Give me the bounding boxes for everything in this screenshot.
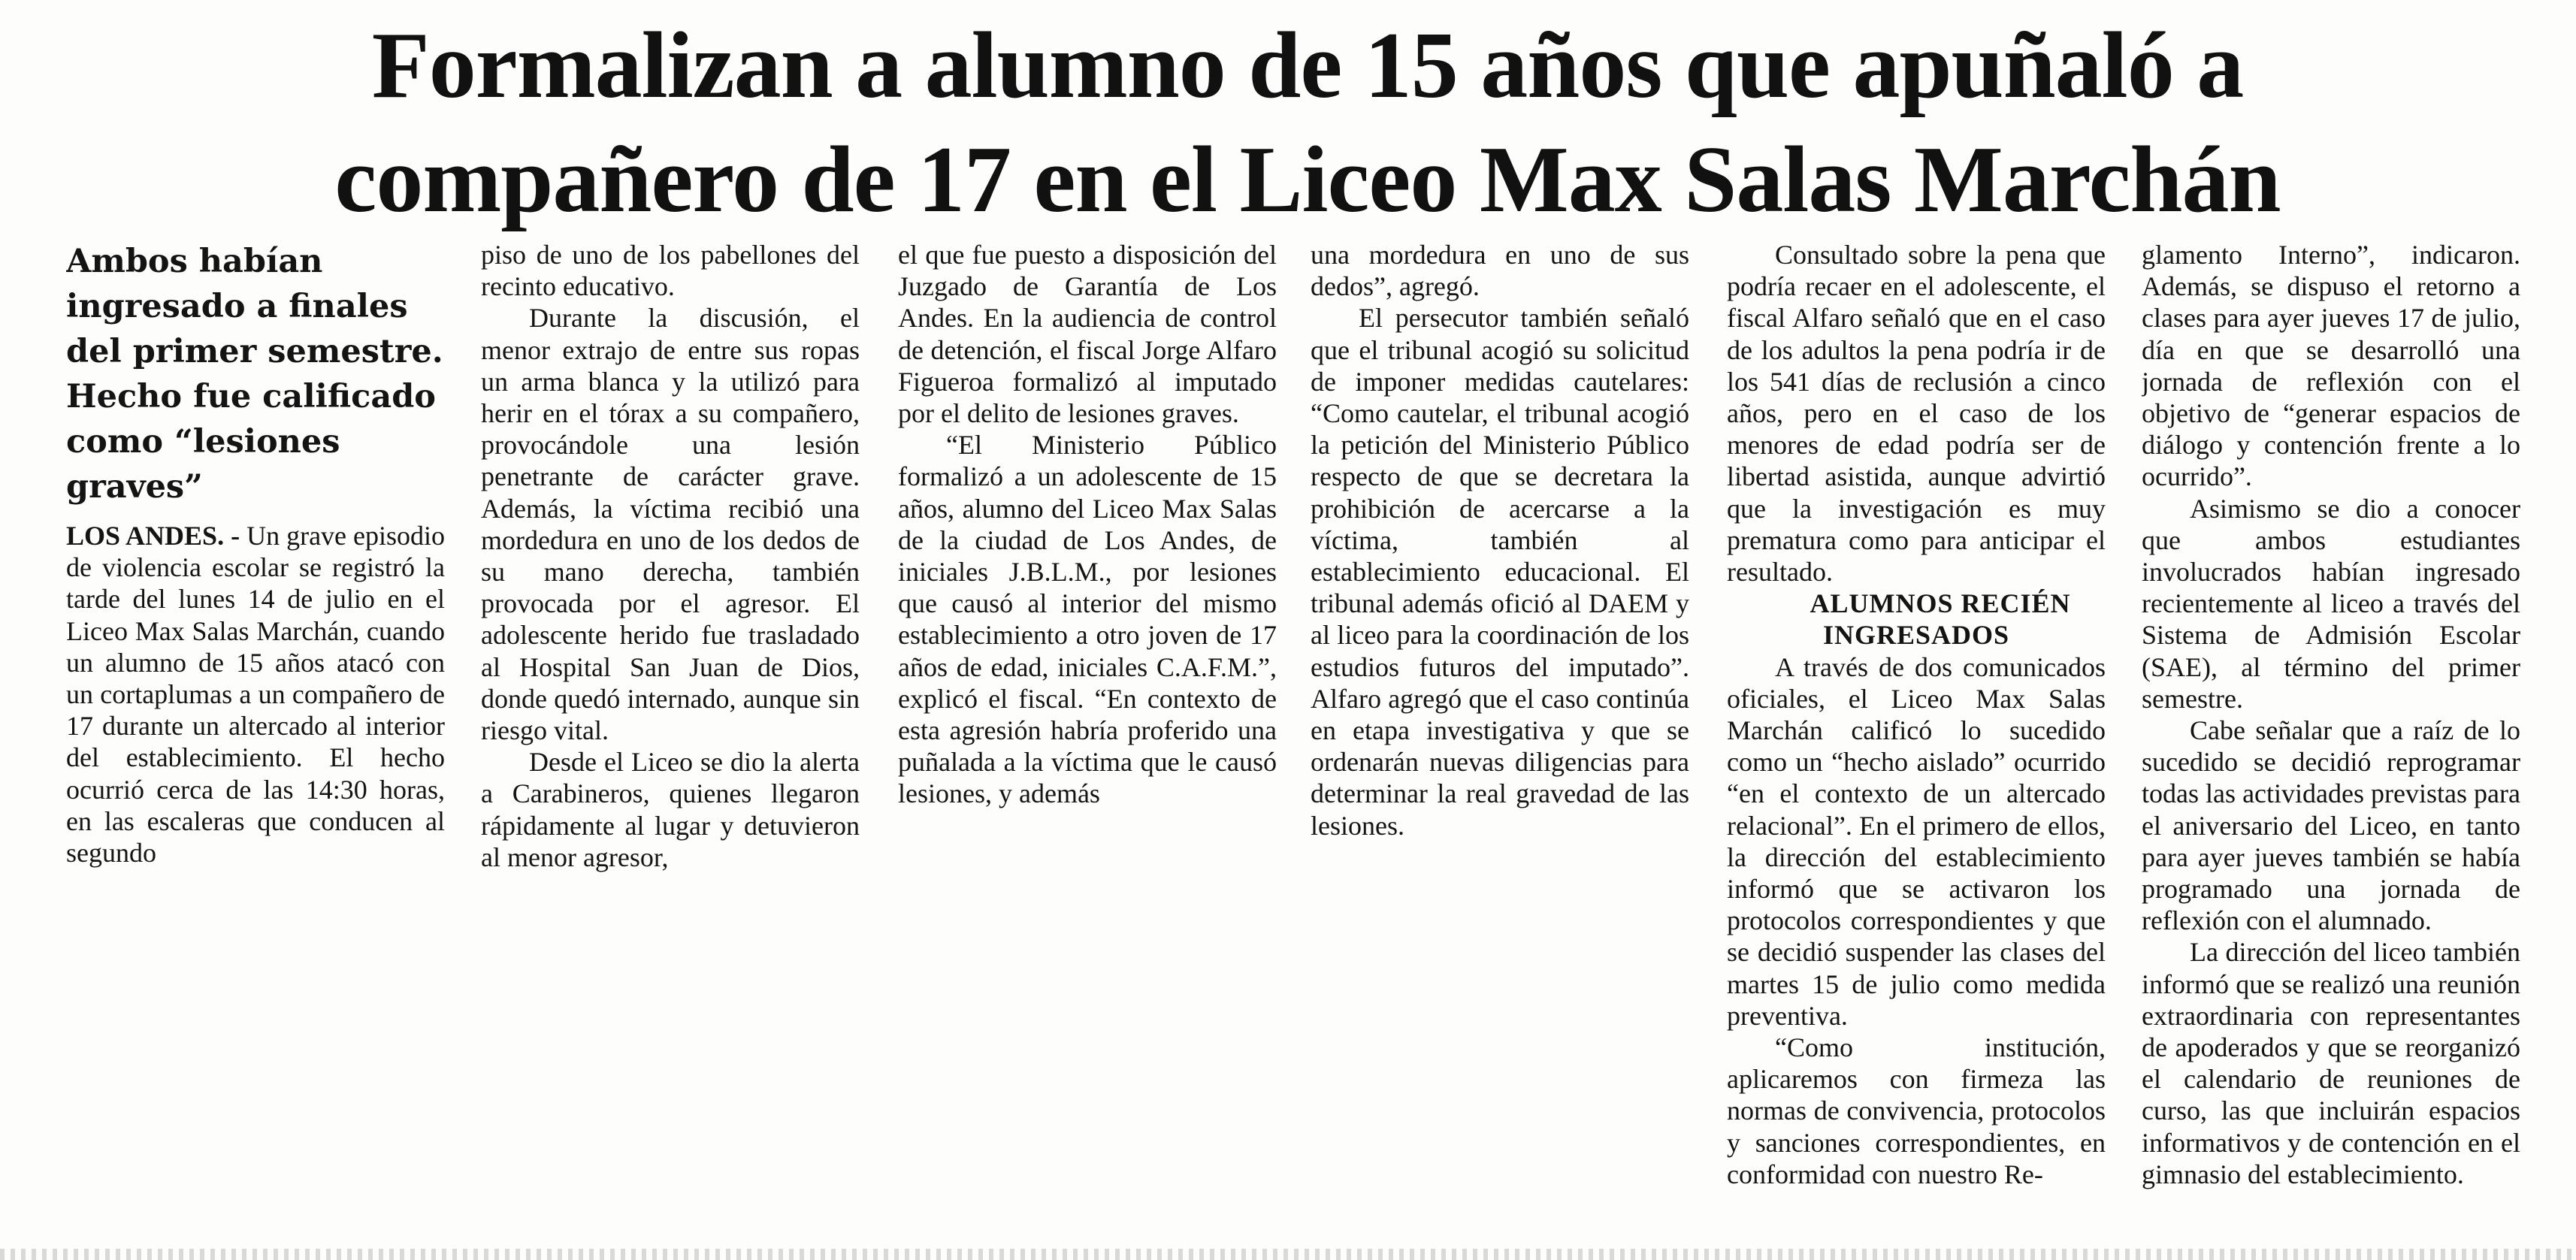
paragraph: Durante la discusión, el menor extrajo de entre sus ropas un arma blanca y la utilizó para herir en el tórax a su compañero, provocándole una lesión penetrante de carácter grave. Además, la víctima recibió una mordedura en uno de los dedos de su mano derecha, también provocada por el agresor. El adolescente herido fue trasladado al Hospital San Juan de Dios, donde quedó internado, aunque sin riesgo vital.: [481, 303, 860, 746]
lead-text: Un grave episodio de violencia escolar se registró la tarde del lunes 14 de julio en el Liceo Max Salas Marchán, cuando un alumno de 15 años atacó con un cortaplumas a un compañero de 17 durante un altercado al interior del establecimiento. El hecho ocurrió cerca de las 14:30 horas, en las escaleras que conducen al segundo: [66, 521, 445, 869]
paragraph: Cabe señalar que a raíz de lo sucedido se decidió reprogramar todas las actividades previstas para el aniversario del Liceo, en tanto para ayer jueves también se había programado una jornada de reflexión con el alumnado.: [2142, 715, 2520, 936]
section-subhead: ALUMNOS RECIÉN INGRESADOS: [1810, 588, 2071, 651]
article-column-4: [1311, 239, 1689, 1238]
article-column-5: [1727, 239, 2106, 1238]
paragraph: A través de dos comunicados oficiales, el Liceo Max Salas Marchán calificó lo sucedido como un “hecho aislado” ocurrido “en el contexto de un altercado relacional”. En el primero de ellos, la dirección del establecimiento informó que se activaron los protocolos correspondientes y que se decidió suspender las clases del martes 15 de julio como medida preventiva.: [1727, 651, 2106, 1031]
paragraph: La dirección del liceo también informó que se realizó una reunión extraordinaria con representantes de apoderados y que se reorganizó el calendario de reuniones de curso, las que incluirán espacios informativos y de contención en el gimnasio del establecimiento.: [2142, 937, 2520, 1189]
paragraph: glamento Interno”, indicaron. Además, se dispuso el retorno a clases para ayer jueves 17 de julio, día en que se desarrolló una jornada de reflexión con el objetivo de “generar espacios de diálogo y contención frente a lo ocurrido”.: [2142, 240, 2520, 492]
article-column-3: [898, 239, 1277, 1238]
paragraph: El persecutor también señaló que el tribunal acogió su solicitud de imponer medidas cautelares: “Como cautelar, el tribunal acogió la petición del Ministerio Público respecto de que se decretara la prohibición de acercarse a la víctima, también al establecimiento educacional. El tribunal además ofició al DAEM y al liceo para la coordinación de los estudios futuros del imputado”. Alfaro agregó que el caso continúa en etapa investigativa y que se ordenarán nuevas diligencias para determinar la real gravedad de las lesiones.: [1311, 303, 1689, 841]
subheadline: Ambos habían ingresado a finales del primer semestre. Hecho fue calificado como “lesiones graves”: [66, 243, 443, 506]
paragraph: Desde el Liceo se dio la alerta a Carabineros, quienes llegaron rápidamente al lugar y detuvieron al menor agresor,: [481, 747, 860, 872]
paragraph: “El Ministerio Público formalizó a un adolescente de 15 años, alumno del Liceo Max Salas de la ciudad de Los Andes, de iniciales J.B.L.M., por lesiones que causó al interior del mismo establecimiento a otro joven de 17 años de edad, iniciales C.A.F.M.”, explicó el fiscal. “En contexto de esta agresión habría proferido una puñalada a la víctima que le causó lesiones, y además: [898, 430, 1277, 809]
headline: Formalizan a alumno de 15 años que apuñaló a compañero de 17 en el Liceo Max Salas Marchán: [334, 14, 2281, 232]
paragraph: Consultado sobre la pena que podría recaer en el adolescente, el fiscal Alfaro señaló que en el caso de los adultos la pena podría ir de los 541 días de reclusión a cinco años, pero en el caso de los menores de edad podría ser de libertad asistida, aunque advirtió que la investigación es muy prematura como para anticipar el resultado.: [1727, 240, 2106, 588]
article-column-1: [66, 239, 445, 1238]
paragraph: Asimismo se dio a conocer que ambos estudiantes involucrados habían ingresado recientemente al liceo a través del Sistema de Admisión Escolar (SAE), al término del primer semestre.: [2142, 493, 2520, 714]
dateline: LOS ANDES. -: [66, 521, 240, 551]
paragraph: el que fue puesto a disposición del Juzgado de Garantía de Los Andes. En la audiencia de control de detención, el fiscal Jorge Alfaro Figueroa formalizó al imputado por el delito de lesiones graves.: [898, 240, 1277, 429]
article-column-2: [481, 239, 860, 1238]
lead-paragraph: [66, 520, 445, 869]
article-column-6: [2142, 239, 2520, 1238]
paragraph: una mordedura en uno de sus dedos”, agregó.: [1311, 240, 1689, 302]
paragraph: piso de uno de los pabellones del recinto educativo.: [481, 240, 860, 302]
paragraph: “Como institución, aplicaremos con firmeza las normas de convivencia, protocolos y sanciones correspondientes, en conformidad con nuestro Re-: [1727, 1032, 2106, 1189]
cropped-footer-strip: [0, 1249, 2576, 1260]
